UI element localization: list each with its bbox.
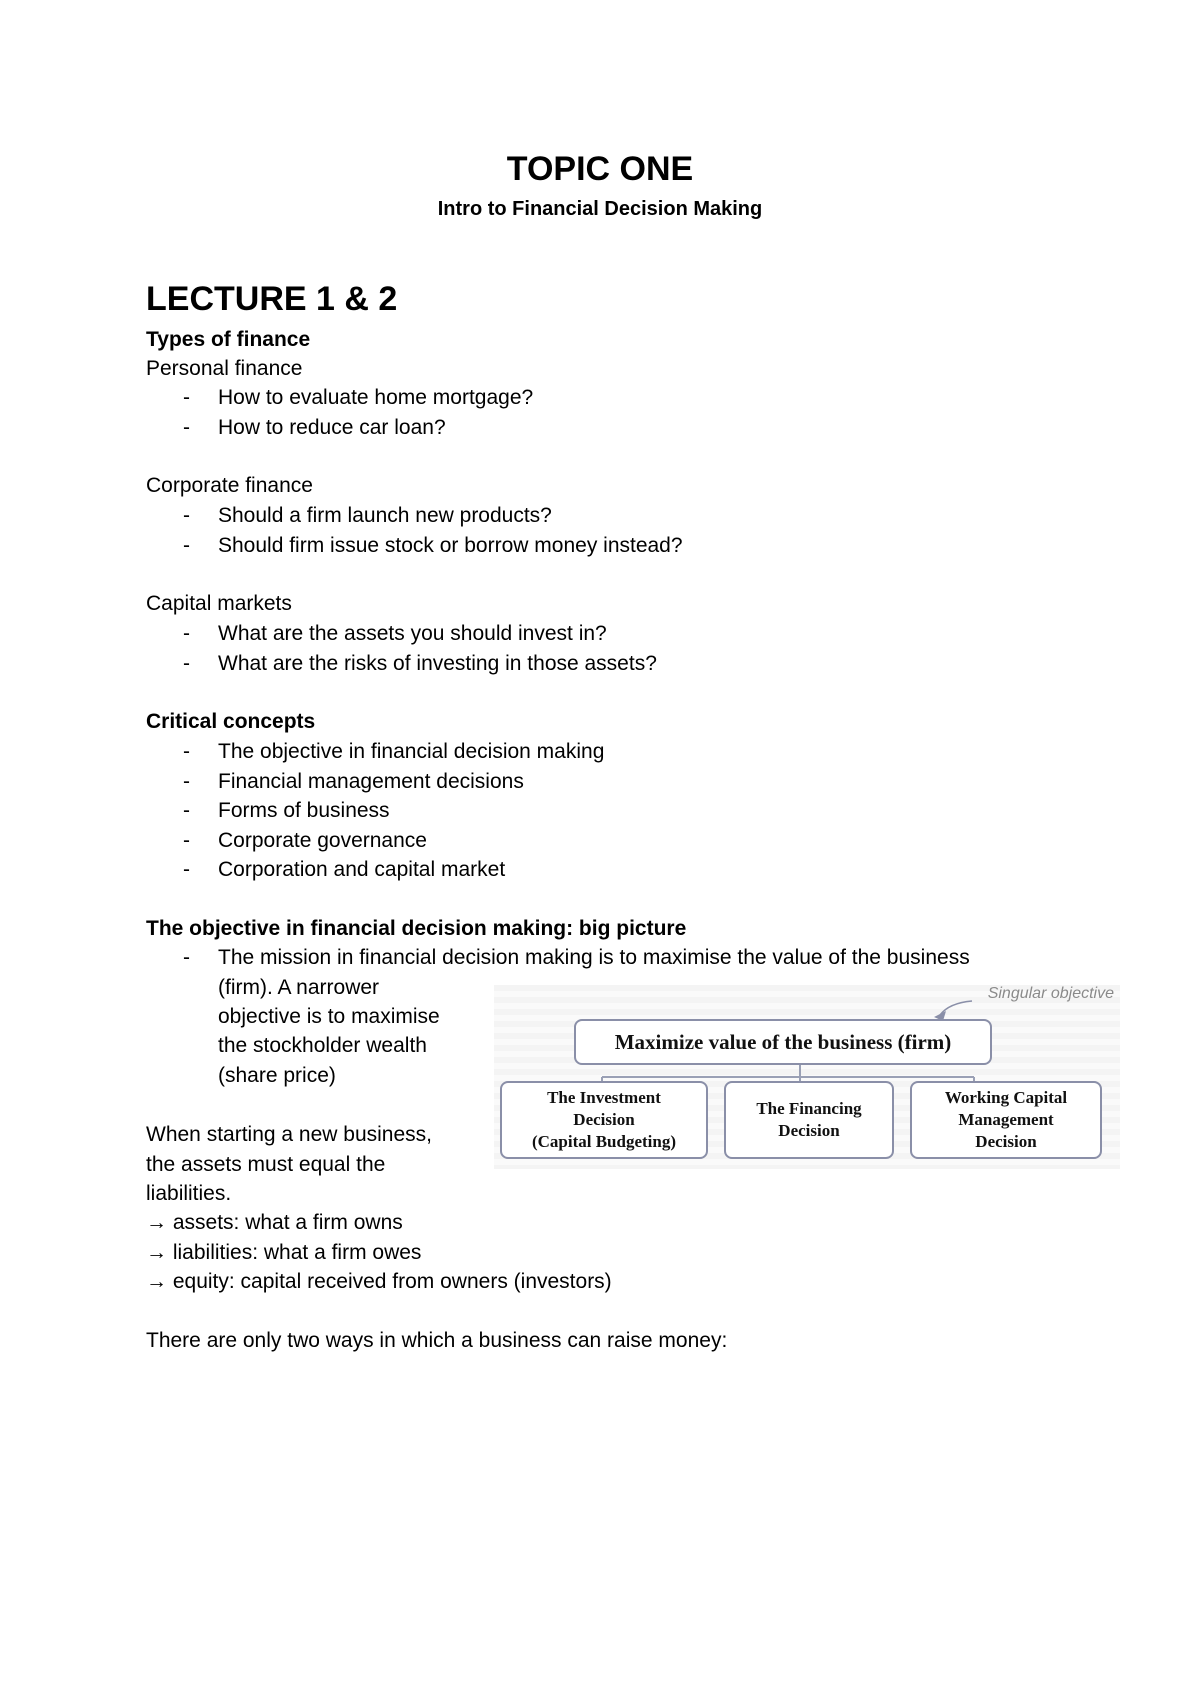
objective-box: Maximize value of the business (firm) xyxy=(574,1019,992,1065)
starting-line: the assets must equal the xyxy=(146,1153,386,1176)
objective-heading: The objective in financial decision making: big picture xyxy=(146,917,687,940)
list-item: - What are the assets you should invest in? xyxy=(183,622,607,645)
list-item: - Corporate governance xyxy=(183,829,427,852)
starting-line: liabilities. xyxy=(146,1182,232,1205)
list-item: - The mission in financial decision making is to maximise the value of the business xyxy=(183,946,970,969)
corporate-finance-heading: Corporate finance xyxy=(146,474,313,497)
arrow-item: → liabilities: what a firm owes xyxy=(146,1241,422,1264)
list-item: - Forms of business xyxy=(183,799,390,822)
list-item: - How to reduce car loan? xyxy=(183,416,446,439)
list-item: - Corporation and capital market xyxy=(183,858,506,881)
singular-objective-note: Singular objective xyxy=(987,985,1114,1002)
personal-finance-heading: Personal finance xyxy=(146,357,303,380)
capital-markets-heading: Capital markets xyxy=(146,592,292,615)
financing-decision-box: The Financing Decision xyxy=(724,1081,894,1159)
arrow-item: → assets: what a firm owns xyxy=(146,1211,403,1234)
list-item: - The objective in financial decision making xyxy=(183,740,605,763)
objective-line: (firm). A narrower xyxy=(218,976,380,999)
closing-line: There are only two ways in which a business can raise money: xyxy=(146,1329,728,1352)
page-subtitle: Intro to Financial Decision Making xyxy=(437,198,763,220)
list-item: - Financial management decisions xyxy=(183,770,524,793)
objective-line: objective is to maximise xyxy=(218,1005,440,1028)
arrow-item: → equity: capital received from owners (investors) xyxy=(146,1270,612,1293)
lecture-heading: LECTURE 1 & 2 xyxy=(146,280,398,318)
objective-line: the stockholder wealth xyxy=(218,1034,427,1057)
list-item: - How to evaluate home mortgage? xyxy=(183,386,534,409)
page-title: TOPIC ONE xyxy=(506,150,694,188)
types-heading: Types of finance xyxy=(146,328,311,351)
list-item: - Should firm issue stock or borrow money instead? xyxy=(183,534,683,557)
decision-diagram xyxy=(494,985,1120,1169)
investment-decision-box: The Investment Decision (Capital Budgeting) xyxy=(500,1081,708,1159)
list-item: - What are the risks of investing in those assets? xyxy=(183,652,657,675)
arrow-icon: → xyxy=(146,1211,167,1234)
starting-line: When starting a new business, xyxy=(146,1123,432,1146)
critical-concepts-heading: Critical concepts xyxy=(146,710,316,733)
list-item: - Should a firm launch new products? xyxy=(183,504,552,527)
working-capital-decision-box: Working Capital Management Decision xyxy=(910,1081,1102,1159)
objective-line: (share price) xyxy=(218,1064,336,1087)
arrow-icon: → xyxy=(146,1270,167,1293)
arrow-icon: → xyxy=(146,1241,167,1264)
